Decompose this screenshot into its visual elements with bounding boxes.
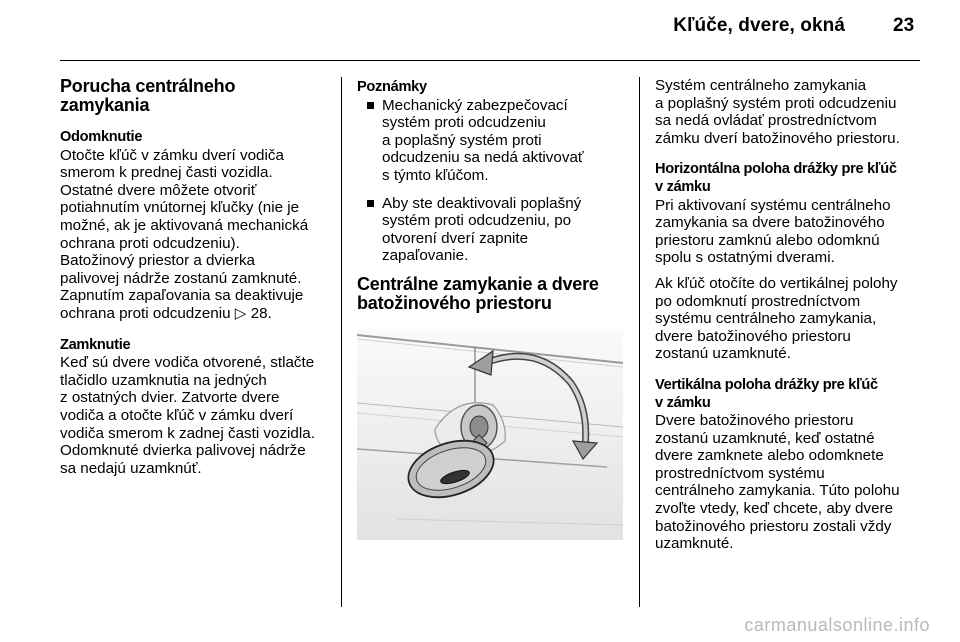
horizontal-paragraph-2: Ak kľúč otočíte do vertikálnej polohy po odomknutí prostredníctvom systému centrálneho zamykania, dvere batožinového priestoru zostanú uzamknuté. — [655, 274, 898, 363]
lock-paragraph: Keď sú dvere vodiča otvorené, stlačte tlačidlo uzamknutia na jedných z ostatných dvier. Zatvorte dvere vodiča a otočte kľúč v zámku dverí vodiča smerom k zadnej časti vozidla. Odomknuté dvierka palivovej nádrže sa nedajú uzamknúť. — [60, 354, 315, 477]
notes-title: Poznámky — [357, 79, 427, 95]
horizontal-slot-subheading: Horizontálna poloha drážky pre kľúč v zámku — [655, 161, 897, 195]
note-item: Mechanický zabezpečovací systém proti odcudzeniu a poplašný systém proti odcudzeniu sa nedá aktivovať s týmto kľúčom. — [357, 97, 625, 185]
page-title: Kľúče, dvere, okná — [673, 15, 845, 36]
column-3 — [655, 77, 925, 553]
column-1 — [60, 77, 335, 477]
unlock-text: Otočte kľúč v zámku dverí vodiča smerom k prednej časti vozidla. Ostatné dvere môžete otvoriť potiahnutím vnútornej kľučky (nie je možné, ak je aktivovaná mechanická ochrana proti odcudzeniu). Batožinový priestor a dvierka palivovej nádrže zostanú zamknuté. Zapnutím zapaľovania sa deaktivuje ochrana proti odcudzeniu — [60, 146, 309, 322]
page-number: 23 — [893, 15, 915, 36]
lock-subheading: Zamknutie — [60, 336, 131, 353]
vertical-slot-subheading: Vertikálna poloha drážky pre kľúč v zámku — [655, 376, 878, 411]
watermark: carmanualsonline.info — [744, 615, 930, 635]
column-2 — [357, 79, 625, 540]
tailgate-lock-illustration — [357, 329, 623, 540]
notes-list — [357, 97, 625, 265]
column-divider-1 — [341, 77, 342, 607]
intro-paragraph: Systém centrálneho zamykania a poplašný systém proti odcudzeniu sa nedá ovládať prostredníctvom zámku dverí batožinového priestoru. — [655, 77, 900, 147]
column-divider-2 — [639, 77, 640, 607]
horizontal-paragraph-1: Pri aktivovaní systému centrálneho zamykania sa dvere batožinového priestoru zamknú alebo odomknú spolu s ostatnými dverami. — [655, 196, 891, 267]
note-item: Aby ste deaktivovali poplašný systém proti odcudzeniu, po otvorení dverí zapnite zapaľovanie. — [357, 195, 625, 265]
section-heading-malfunction: Porucha centrálneho zamykania — [60, 76, 236, 115]
unlock-subheading: Odomknutie — [60, 129, 143, 145]
key-in-lock-drawing — [357, 329, 623, 540]
section-heading-central-locking: Centrálne zamykanie a dvere batožinového priestoru — [357, 273, 599, 313]
page-reference-icon: ▷ — [234, 304, 247, 322]
header-rule — [60, 60, 920, 61]
unlock-reference: 28. — [250, 304, 272, 322]
vertical-paragraph: Dvere batožinového priestoru zostanú uzamknuté, keď ostatné dvere zamknete alebo odomknete prostredníctvom systému centrálneho zamykania. Túto polohu zvoľte vtedy, keď chcete, aby dvere batožinového priestoru zostali vždy uzamknuté. — [655, 412, 900, 553]
unlock-paragraph — [60, 147, 335, 323]
